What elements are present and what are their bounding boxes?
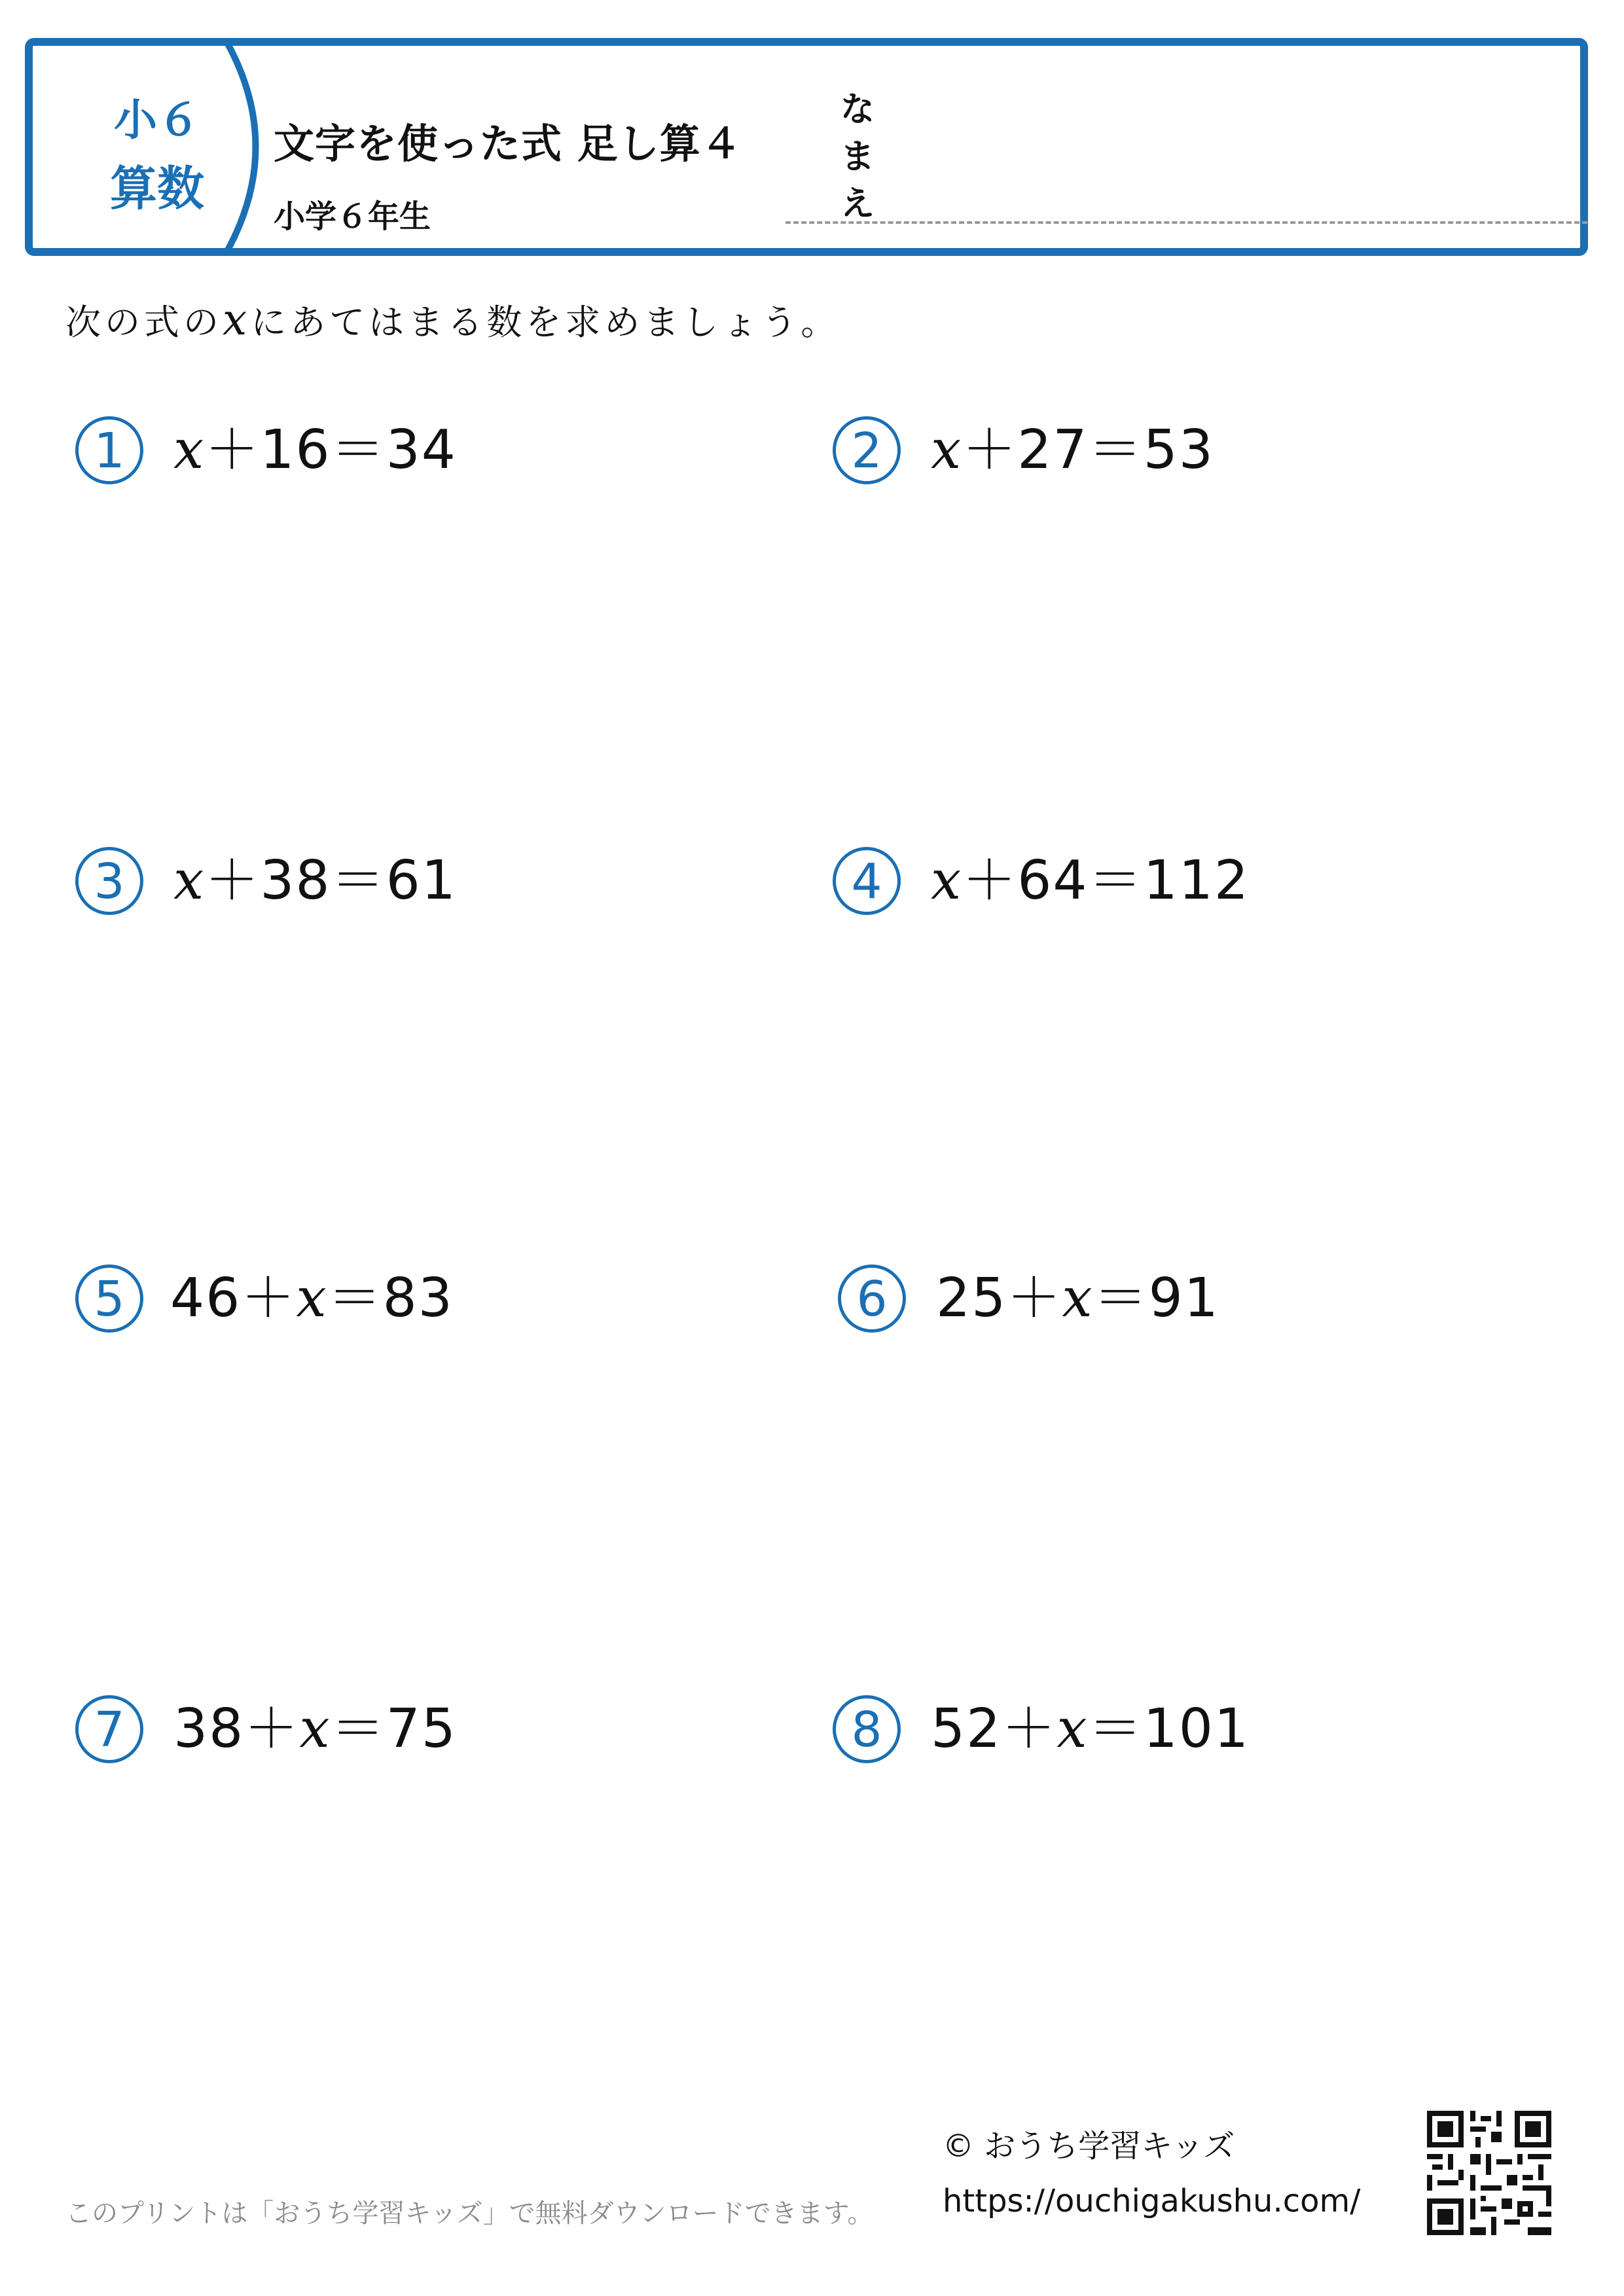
- name-label: [835, 86, 880, 228]
- problem-number-badge: 6: [838, 1265, 906, 1333]
- problem-equation: [173, 1698, 457, 1761]
- variable-x: x: [173, 419, 206, 481]
- problem-8: [833, 1695, 1487, 1780]
- problem-2: [833, 416, 1487, 501]
- variable-x: x: [1062, 1267, 1094, 1329]
- problem-equation: [173, 419, 457, 482]
- problem-equation: [173, 850, 457, 912]
- worksheet-title: 文字を使った式 足し算４: [274, 120, 742, 168]
- footer-note: このプリントは「おうち学習キッズ」で無料ダウンロードできます。: [65, 2198, 874, 2229]
- problem-1: [75, 416, 730, 501]
- problem-3: [75, 847, 730, 932]
- equation-rest: ＝83: [327, 1267, 454, 1329]
- variable-x: x: [931, 850, 963, 912]
- site-url-link[interactable]: https://ouchigakushu.com/: [943, 2183, 1361, 2219]
- equation-rest: ＋38＝61: [205, 850, 457, 912]
- problem-number-badge: 2: [833, 416, 901, 484]
- problem-4: [833, 847, 1487, 932]
- problem-number-badge: 8: [833, 1695, 901, 1763]
- problem-number-badge: 7: [75, 1695, 143, 1763]
- header-panel: [25, 38, 1588, 256]
- instruction-after: にあてはまる数を求めましょう。: [251, 302, 840, 343]
- qr-code-icon[interactable]: [1427, 2111, 1551, 2235]
- equation-lead: 46＋: [170, 1267, 297, 1329]
- subject-badge: 算数: [109, 161, 204, 216]
- equation-rest: ＋16＝34: [205, 419, 457, 481]
- instruction-before: 次の式の: [65, 302, 223, 343]
- instruction-variable: x: [223, 295, 251, 345]
- name-label-char: ま: [840, 137, 875, 177]
- problem-equation: [936, 1267, 1219, 1330]
- equation-rest: ＋27＝53: [962, 419, 1214, 481]
- equation-rest: ＝91: [1093, 1267, 1219, 1329]
- instruction-text: [65, 295, 840, 345]
- variable-x: x: [931, 419, 963, 481]
- equation-lead: 25＋: [936, 1267, 1062, 1329]
- problem-equation: [931, 850, 1250, 912]
- variable-x: x: [299, 1698, 331, 1760]
- name-label-char: な: [840, 90, 875, 130]
- equation-rest: ＝101: [1088, 1698, 1250, 1760]
- problem-number-badge: 1: [75, 416, 143, 484]
- problem-5: [75, 1265, 730, 1350]
- problem-7: [75, 1695, 730, 1780]
- problem-equation: [170, 1267, 454, 1330]
- name-label-char: え: [840, 185, 875, 224]
- equation-rest: ＋64＝112: [962, 850, 1250, 912]
- name-writing-line[interactable]: [785, 221, 1587, 224]
- variable-x: x: [296, 1267, 328, 1329]
- problem-equation: [931, 1698, 1250, 1761]
- problem-number-badge: 5: [75, 1265, 143, 1333]
- equation-lead: 38＋: [173, 1698, 300, 1760]
- equation-lead: 52＋: [931, 1698, 1057, 1760]
- problem-number-badge: 4: [833, 847, 901, 915]
- equation-rest: ＝75: [331, 1698, 457, 1760]
- worksheet-subtitle: 小学６年生: [274, 198, 431, 235]
- grade-badge: 小６: [114, 95, 200, 145]
- copyright-text: © おうち学習キッズ: [943, 2128, 1235, 2164]
- problem-equation: [931, 419, 1214, 482]
- problem-6: [838, 1265, 1492, 1350]
- variable-x: x: [1056, 1698, 1089, 1760]
- variable-x: x: [173, 850, 206, 912]
- problem-number-badge: 3: [75, 847, 143, 915]
